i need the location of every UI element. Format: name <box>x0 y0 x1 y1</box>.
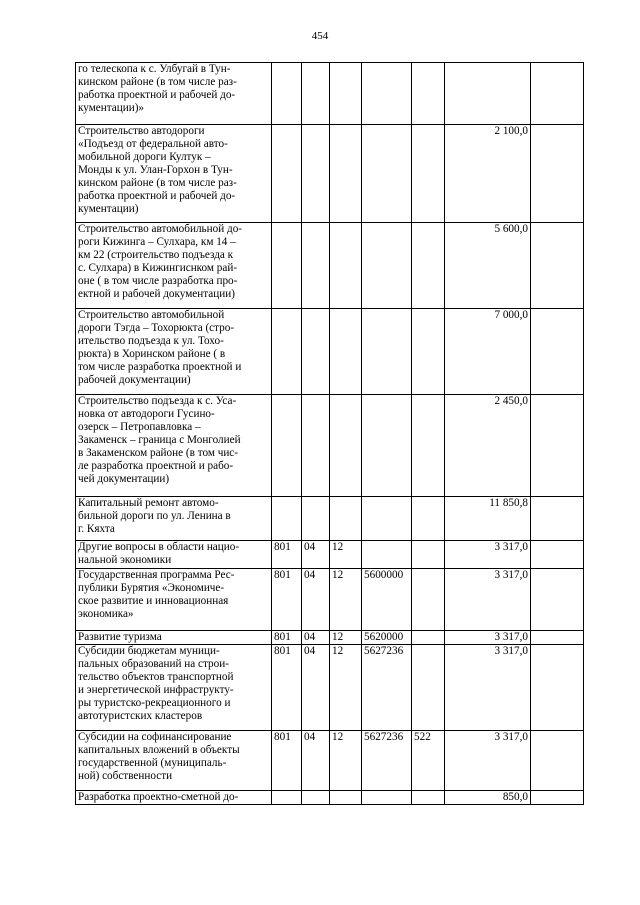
cell-amount: 7 000,0 <box>445 309 531 395</box>
cell-subsection: 12 <box>330 541 362 569</box>
row-name-line: Разработка проектно-сметной до- <box>78 791 239 803</box>
table-row <box>76 63 584 125</box>
cell-subsection <box>330 309 362 395</box>
cell-expense <box>412 497 445 541</box>
cell-section: 04 <box>302 541 330 569</box>
row-name-line: с. Сулхара) в Кижингиснком рай- <box>78 262 238 274</box>
cell-empty <box>531 731 584 791</box>
table-row <box>76 395 584 497</box>
table-row <box>76 223 584 309</box>
cell-expense <box>412 791 445 805</box>
cell-empty <box>531 541 584 569</box>
row-name-line: «Подъезд от федеральной авто- <box>78 138 228 150</box>
cell-target: 5627236 <box>362 731 412 791</box>
row-name-line: бильной дороги по ул. Ленина в <box>78 510 231 522</box>
row-name-line: Монды к ул. Улан-Горхон в Тун- <box>78 164 233 176</box>
row-name-cell <box>76 497 272 541</box>
cell-section <box>302 309 330 395</box>
budget-table <box>75 62 584 805</box>
cell-target <box>362 125 412 223</box>
cell-expense <box>412 569 445 631</box>
cell-empty <box>531 309 584 395</box>
row-name-line: публики Бурятия «Экономиче- <box>78 582 225 594</box>
page-number: 454 <box>311 30 329 42</box>
table-row <box>76 309 584 395</box>
table-row <box>76 497 584 541</box>
row-name-cell <box>76 309 272 395</box>
row-name-line: ительство подъезда к ул. Тохо- <box>78 335 224 347</box>
cell-target: 5620000 <box>362 631 412 645</box>
row-name-line: Строительство автомобильной до- <box>78 223 243 235</box>
cell-section <box>302 497 330 541</box>
cell-ministry <box>272 791 302 805</box>
cell-expense <box>412 541 445 569</box>
row-name-line: Строительство автодороги <box>78 125 205 137</box>
row-name-line: кументации)» <box>78 102 145 114</box>
table-row <box>76 569 584 631</box>
table-row <box>76 791 584 805</box>
row-name-cell <box>76 541 272 569</box>
row-name-line: тельство объектов транспортной <box>78 671 234 683</box>
table-row <box>76 541 584 569</box>
cell-empty <box>531 631 584 645</box>
row-name-line: пальных образований на строи- <box>78 658 229 670</box>
row-name-line: экономика» <box>78 608 134 620</box>
cell-ministry <box>272 395 302 497</box>
row-name-line: км 22 (строительство подъезда к <box>78 249 234 261</box>
cell-expense <box>412 645 445 731</box>
row-name-line: ле разработка проектной и рабо- <box>78 460 234 472</box>
cell-target <box>362 63 412 125</box>
row-name-line: том числе разработка проектной и <box>78 361 242 373</box>
cell-target <box>362 223 412 309</box>
cell-amount: 2 450,0 <box>445 395 531 497</box>
cell-target <box>362 791 412 805</box>
cell-expense <box>412 395 445 497</box>
cell-target <box>362 309 412 395</box>
row-name-line: ной) собственности <box>78 770 173 782</box>
row-name-line: Государственная программа Рес- <box>78 569 235 581</box>
table-row <box>76 645 584 731</box>
cell-subsection <box>330 791 362 805</box>
cell-target <box>362 395 412 497</box>
cell-empty <box>531 125 584 223</box>
cell-empty <box>531 223 584 309</box>
cell-ministry: 801 <box>272 645 302 731</box>
row-name-line: оне ( в том числе разработка про- <box>78 275 238 287</box>
cell-ministry <box>272 223 302 309</box>
row-name-line: кументации) <box>78 203 139 215</box>
cell-ministry: 801 <box>272 541 302 569</box>
row-name-cell <box>76 569 272 631</box>
row-name-line: государственной (муниципаль- <box>78 757 227 769</box>
row-name-line: Закаменск – граница с Монголией <box>78 434 241 446</box>
row-name-line: г. Кяхта <box>78 523 115 535</box>
cell-section: 04 <box>302 569 330 631</box>
row-name-line: Субсидии бюджетам муници- <box>78 645 220 657</box>
row-name-cell <box>76 125 272 223</box>
cell-ministry <box>272 63 302 125</box>
row-name-line: автотуристских кластеров <box>78 710 203 722</box>
cell-expense <box>412 63 445 125</box>
row-name-cell <box>76 631 272 645</box>
cell-subsection: 12 <box>330 731 362 791</box>
cell-subsection: 12 <box>330 645 362 731</box>
cell-empty <box>531 569 584 631</box>
cell-subsection: 12 <box>330 569 362 631</box>
row-name-line: работка проектной и рабочей до- <box>78 89 236 101</box>
row-name-line: роги Кижинга – Сулхара, км 14 – <box>78 236 236 248</box>
cell-subsection <box>330 63 362 125</box>
row-name-line: нальной экономики <box>78 554 172 566</box>
row-name-cell <box>76 731 272 791</box>
row-name-line: рюкта) в Хоринском районе ( в <box>78 348 226 360</box>
cell-section: 04 <box>302 731 330 791</box>
cell-empty <box>531 791 584 805</box>
cell-subsection: 12 <box>330 631 362 645</box>
cell-empty <box>531 645 584 731</box>
cell-target <box>362 497 412 541</box>
row-name-line: ское развитие и инновационная <box>78 595 229 607</box>
cell-expense <box>412 125 445 223</box>
cell-empty <box>531 63 584 125</box>
row-name-line: кинском районе (в том числе раз- <box>78 177 237 189</box>
row-name-cell <box>76 223 272 309</box>
row-name-line: Строительство автомобильной <box>78 309 225 321</box>
cell-subsection <box>330 497 362 541</box>
cell-ministry <box>272 309 302 395</box>
cell-target <box>362 541 412 569</box>
cell-section: 04 <box>302 631 330 645</box>
row-name-line: работка проектной и рабочей до- <box>78 190 236 202</box>
cell-expense <box>412 631 445 645</box>
cell-subsection <box>330 395 362 497</box>
cell-target: 5600000 <box>362 569 412 631</box>
row-name-line: новка от автодороги Гусино- <box>78 408 215 420</box>
cell-amount: 3 317,0 <box>445 631 531 645</box>
cell-expense <box>412 309 445 395</box>
cell-section <box>302 223 330 309</box>
row-name-line: дороги Тэгда – Тохорюкта (стро- <box>78 322 235 334</box>
row-name-line: кинском районе (в том числе раз- <box>78 76 237 88</box>
cell-section <box>302 125 330 223</box>
cell-section <box>302 791 330 805</box>
row-name-line: и энергетической инфраструкту- <box>78 684 234 696</box>
row-name-line: Другие вопросы в области нацио- <box>78 541 240 553</box>
table-row <box>76 731 584 791</box>
cell-section <box>302 63 330 125</box>
cell-ministry <box>272 125 302 223</box>
cell-amount: 2 100,0 <box>445 125 531 223</box>
cell-amount: 3 317,0 <box>445 731 531 791</box>
cell-ministry: 801 <box>272 731 302 791</box>
row-name-line: ектной и рабочей документации) <box>78 288 235 300</box>
cell-ministry: 801 <box>272 631 302 645</box>
row-name-line: Развитие туризма <box>78 631 162 643</box>
row-name-cell <box>76 791 272 805</box>
row-name-line: Строительство подъезда к с. Уса- <box>78 395 237 407</box>
cell-target: 5627236 <box>362 645 412 731</box>
cell-ministry: 801 <box>272 569 302 631</box>
row-name-line: Капитальный ремонт автомо- <box>78 497 219 509</box>
row-name-line: ры туристско-рекреационного и <box>78 697 231 709</box>
cell-ministry <box>272 497 302 541</box>
row-name-line: рабочей документации) <box>78 374 191 386</box>
row-name-line: мобильной дороги Култук – <box>78 151 211 163</box>
cell-empty <box>531 497 584 541</box>
table-row <box>76 125 584 223</box>
cell-amount: 5 600,0 <box>445 223 531 309</box>
row-name-line: в Закаменском районе (в том чис- <box>78 447 238 459</box>
cell-expense: 522 <box>412 731 445 791</box>
cell-subsection <box>330 125 362 223</box>
cell-expense <box>412 223 445 309</box>
row-name-cell <box>76 395 272 497</box>
table-row <box>76 631 584 645</box>
cell-amount: 850,0 <box>445 791 531 805</box>
row-name-cell <box>76 645 272 731</box>
row-name-line: капитальных вложений в объекты <box>78 744 240 756</box>
row-name-line: озерск – Петропавловка – <box>78 421 201 433</box>
cell-subsection <box>330 223 362 309</box>
cell-amount: 3 317,0 <box>445 569 531 631</box>
row-name-line: Субсидии на софинансирование <box>78 731 232 743</box>
cell-amount: 3 317,0 <box>445 645 531 731</box>
cell-amount: 3 317,0 <box>445 541 531 569</box>
row-name-cell <box>76 63 272 125</box>
cell-amount: 11 850,8 <box>445 497 531 541</box>
cell-empty <box>531 395 584 497</box>
cell-amount <box>445 63 531 125</box>
row-name-line: го телескопа к с. Улбугай в Тун- <box>78 63 231 75</box>
row-name-line: чей документации) <box>78 473 170 485</box>
cell-section: 04 <box>302 645 330 731</box>
cell-section <box>302 395 330 497</box>
